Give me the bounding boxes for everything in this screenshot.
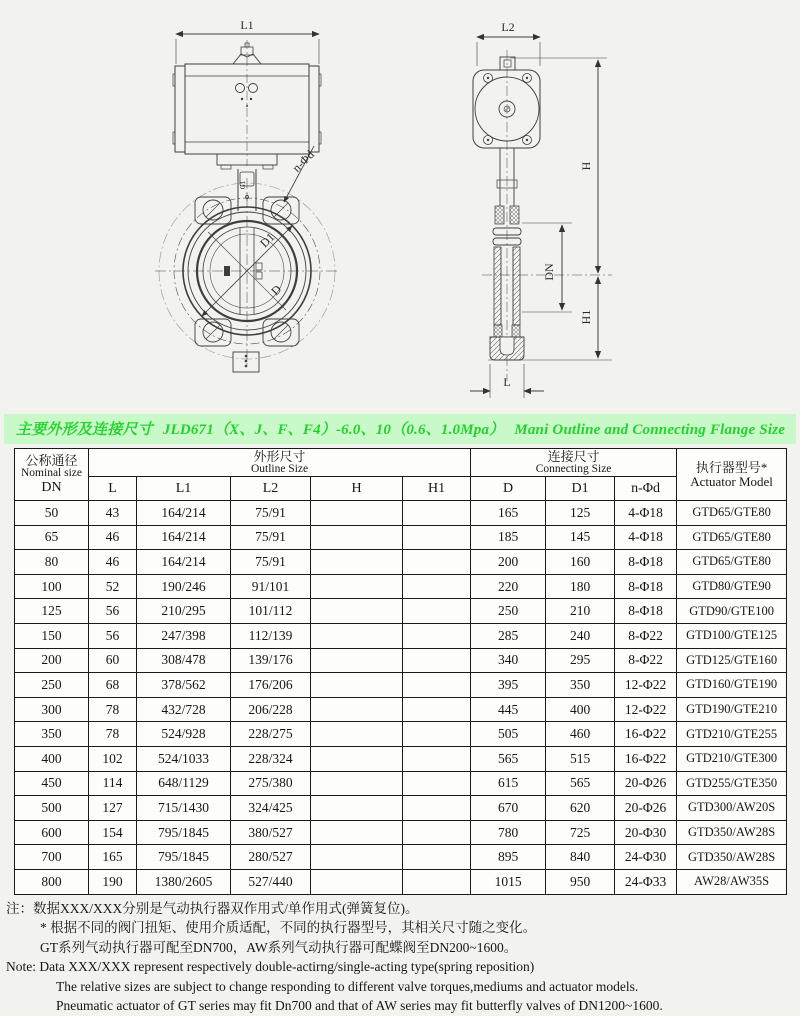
cell-l2: 206/228	[231, 697, 311, 722]
cell-l1: 164/214	[137, 525, 231, 550]
cell-n-phi-d: 8-Φ18	[615, 550, 677, 575]
header-nominal-size-cn: 公称通径	[25, 452, 78, 468]
cell-l1: 795/1845	[137, 820, 231, 845]
cell-h1	[403, 746, 471, 771]
cell-h1	[403, 574, 471, 599]
cell-l2: 75/91	[231, 550, 311, 575]
cell-d: 285	[471, 623, 546, 648]
cell-l1: 524/1033	[137, 746, 231, 771]
header-dn-code: DN	[41, 479, 62, 495]
section-title-en: Mani Outline and Connecting Flange Size	[514, 422, 786, 438]
cell-h1	[403, 722, 471, 747]
header-connecting-size-en: Connecting Size	[535, 463, 612, 476]
cell-n-phi-d: 20-Φ30	[615, 820, 677, 845]
note-line-cn-1: 注：数据XXX/XXX分别是气动执行器双作用式/单作用式(弹簧复位)。	[6, 900, 419, 916]
cell-d: 895	[471, 845, 546, 870]
cell-l: 154	[89, 820, 137, 845]
header-actuator-model-cn: 执行器型号*	[695, 459, 768, 475]
cell-h	[311, 648, 403, 673]
note-line-cn-2: * 根据不同的阀门扭矩、使用介质适配，不同的执行器型号，其相关尺寸随之变化。	[40, 920, 537, 936]
cell-l2: 176/206	[231, 673, 311, 698]
cell-l1: 795/1845	[137, 845, 231, 870]
header-connecting-size	[471, 449, 677, 477]
cell-dn: 125	[15, 599, 89, 624]
cell-l2: 380/527	[231, 820, 311, 845]
cell-actuator-model: GTD210/GTE255	[677, 722, 787, 747]
cell-l1: 524/928	[137, 722, 231, 747]
cell-h1	[403, 796, 471, 821]
table-row	[15, 501, 787, 526]
cell-h1	[403, 599, 471, 624]
cell-dn: 65	[15, 525, 89, 550]
cell-d1: 400	[546, 697, 615, 722]
cell-h	[311, 869, 403, 894]
cell-l2: 112/139	[231, 623, 311, 648]
table-row	[15, 820, 787, 845]
cell-l1: 648/1129	[137, 771, 231, 796]
cell-actuator-model: GTD210/GTE300	[677, 746, 787, 771]
dim-label-d: D	[268, 282, 285, 299]
cell-h	[311, 697, 403, 722]
section-title-model: JLD671（X、J、F、F4）-6.0、10（0.6、1.0Mpa）	[162, 422, 505, 438]
cell-dn: 300	[15, 697, 89, 722]
cell-dn: 400	[15, 746, 89, 771]
cell-l2: 91/101	[231, 574, 311, 599]
cell-l1: 164/214	[137, 501, 231, 526]
dim-label-n-phi-d: n-Φd	[289, 147, 317, 175]
dim-label-g1: G1	[239, 180, 247, 190]
cell-h1	[403, 648, 471, 673]
cell-d1: 295	[546, 648, 615, 673]
cell-l: 78	[89, 722, 137, 747]
cell-l: 68	[89, 673, 137, 698]
cell-h	[311, 746, 403, 771]
cell-h1	[403, 771, 471, 796]
cell-l: 127	[89, 796, 137, 821]
header-outline-size	[89, 449, 471, 477]
cell-d: 220	[471, 574, 546, 599]
cell-actuator-model: GTD190/GTE210	[677, 697, 787, 722]
cell-l: 78	[89, 697, 137, 722]
table-row	[15, 525, 787, 550]
cell-actuator-model: GTD125/GTE160	[677, 648, 787, 673]
cell-d1: 620	[546, 796, 615, 821]
cell-l: 52	[89, 574, 137, 599]
cell-actuator-model: GTD300/AW20S	[677, 796, 787, 821]
cell-l: 56	[89, 599, 137, 624]
section-title-cn: 主要外形及连接尺寸	[16, 422, 153, 438]
table-row	[15, 845, 787, 870]
header-actuator-model-en: Actuator Model	[690, 473, 773, 489]
front-view-drawing	[110, 6, 440, 408]
cell-h	[311, 820, 403, 845]
cell-n-phi-d: 20-Φ26	[615, 796, 677, 821]
cell-n-phi-d: 16-Φ22	[615, 746, 677, 771]
section-title	[4, 414, 796, 444]
cell-l: 165	[89, 845, 137, 870]
dim-label-l1: L1	[240, 18, 254, 32]
header-col-l: L	[89, 477, 137, 501]
table-row	[15, 722, 787, 747]
table-row	[15, 599, 787, 624]
cell-dn: 450	[15, 771, 89, 796]
cell-dn: 150	[15, 623, 89, 648]
cell-h	[311, 673, 403, 698]
cell-l: 102	[89, 746, 137, 771]
cell-n-phi-d: 8-Φ22	[615, 648, 677, 673]
cell-l2: 101/112	[231, 599, 311, 624]
cell-h	[311, 771, 403, 796]
cell-n-phi-d: 4-Φ18	[615, 501, 677, 526]
table-row	[15, 673, 787, 698]
cell-dn: 700	[15, 845, 89, 870]
cell-d1: 240	[546, 623, 615, 648]
cell-dn: 100	[15, 574, 89, 599]
cell-n-phi-d: 12-Φ22	[615, 673, 677, 698]
cell-d: 1015	[471, 869, 546, 894]
cell-dn: 80	[15, 550, 89, 575]
cell-l: 46	[89, 550, 137, 575]
cell-l: 46	[89, 525, 137, 550]
cell-actuator-model: GTD90/GTE100	[677, 599, 787, 624]
cell-l1: 378/562	[137, 673, 231, 698]
cell-actuator-model: GTD65/GTE80	[677, 550, 787, 575]
cell-d: 615	[471, 771, 546, 796]
cell-h	[311, 845, 403, 870]
cell-dn: 600	[15, 820, 89, 845]
cell-h1	[403, 820, 471, 845]
cell-actuator-model: GTD350/AW28S	[677, 845, 787, 870]
header-col-d1: D1	[546, 477, 615, 501]
table-row	[15, 746, 787, 771]
dim-label-d1: D1	[257, 230, 278, 251]
cell-d: 565	[471, 746, 546, 771]
dimension-table	[14, 448, 787, 895]
header-col-n-phi-d: n-Φd	[615, 477, 677, 501]
front-view-geometry	[155, 34, 339, 372]
cell-n-phi-d: 12-Φ22	[615, 697, 677, 722]
header-nominal-size-en: Nominal size	[21, 467, 82, 480]
cell-h	[311, 623, 403, 648]
cell-h	[311, 501, 403, 526]
header-col-d: D	[471, 477, 546, 501]
cell-d1: 160	[546, 550, 615, 575]
cell-l1: 1380/2605	[137, 869, 231, 894]
cell-n-phi-d: 8-Φ18	[615, 599, 677, 624]
cell-dn: 500	[15, 796, 89, 821]
cell-l2: 228/275	[231, 722, 311, 747]
cell-n-phi-d: 16-Φ22	[615, 722, 677, 747]
cell-h	[311, 722, 403, 747]
cell-h	[311, 525, 403, 550]
cell-d1: 460	[546, 722, 615, 747]
header-connecting-size-cn: 连接尺寸	[547, 448, 600, 464]
cell-l: 60	[89, 648, 137, 673]
cell-dn: 800	[15, 869, 89, 894]
cell-dn: 250	[15, 673, 89, 698]
cell-d1: 145	[546, 525, 615, 550]
cell-l: 190	[89, 869, 137, 894]
header-col-h: H	[311, 477, 403, 501]
side-view-geometry	[470, 37, 612, 398]
cell-d1: 125	[546, 501, 615, 526]
cell-l1: 432/728	[137, 697, 231, 722]
cell-h1	[403, 623, 471, 648]
table-row	[15, 771, 787, 796]
cell-d: 165	[471, 501, 546, 526]
dim-label-l2: L2	[501, 20, 515, 34]
dim-label-h1: H1	[579, 309, 593, 325]
header-outline-size-cn: 外形尺寸	[253, 448, 306, 464]
cell-actuator-model: GTD65/GTE80	[677, 525, 787, 550]
header-nominal-size	[15, 449, 89, 501]
header-outline-size-en: Outline Size	[250, 463, 309, 476]
dim-label-l: L	[503, 375, 511, 389]
cell-h	[311, 574, 403, 599]
cell-d: 185	[471, 525, 546, 550]
cell-d1: 725	[546, 820, 615, 845]
cell-d1: 180	[546, 574, 615, 599]
dim-label-h: H	[579, 161, 593, 171]
note-line-cn-3: GT系列气动执行器可配至DN700，AW系列气动执行器可配蝶阀至DN200~1600。	[40, 939, 518, 955]
table-row	[15, 697, 787, 722]
table-body	[15, 501, 787, 895]
cell-l2: 275/380	[231, 771, 311, 796]
cell-d: 395	[471, 673, 546, 698]
cell-h1	[403, 525, 471, 550]
notes-section	[6, 899, 800, 1016]
cell-d: 670	[471, 796, 546, 821]
table-row	[15, 550, 787, 575]
header-col-h1: H1	[403, 477, 471, 501]
cell-h1	[403, 501, 471, 526]
dim-label-dn: DN	[542, 263, 556, 281]
table-row	[15, 623, 787, 648]
cell-d: 340	[471, 648, 546, 673]
cell-n-phi-d: 8-Φ22	[615, 623, 677, 648]
cell-l: 114	[89, 771, 137, 796]
cell-n-phi-d: 8-Φ18	[615, 574, 677, 599]
table-row	[15, 869, 787, 894]
cell-l2: 228/324	[231, 746, 311, 771]
cell-h1	[403, 550, 471, 575]
note-line-en-3: Pneumatic actuator of GT series may fit Dn700 and that of AW series may fit butterfly valves of DN1200~1600.	[56, 998, 663, 1014]
cell-dn: 350	[15, 722, 89, 747]
cell-l1: 164/214	[137, 550, 231, 575]
cell-l1: 190/246	[137, 574, 231, 599]
cell-d: 445	[471, 697, 546, 722]
table-row	[15, 574, 787, 599]
cell-d1: 565	[546, 771, 615, 796]
cell-d1: 210	[546, 599, 615, 624]
cell-l2: 280/527	[231, 845, 311, 870]
cell-n-phi-d: 4-Φ18	[615, 525, 677, 550]
cell-actuator-model: GTD255/GTE350	[677, 771, 787, 796]
side-view-drawing	[438, 6, 768, 408]
note-line-en-2: The relative sizes are subject to change responding to different valve torques,mediums and actuator models.	[56, 978, 639, 994]
header-col-l1: L1	[137, 477, 231, 501]
cell-d: 250	[471, 599, 546, 624]
cell-l1: 210/295	[137, 599, 231, 624]
cell-d1: 950	[546, 869, 615, 894]
cell-d: 780	[471, 820, 546, 845]
cell-h	[311, 599, 403, 624]
cell-h1	[403, 697, 471, 722]
note-line-en-1: Note: Data XXX/XXX represent respectively double-actirng/single-acting type(spring reposition)	[6, 959, 535, 975]
cell-l1: 715/1430	[137, 796, 231, 821]
cell-actuator-model: GTD80/GTE90	[677, 574, 787, 599]
cell-d1: 350	[546, 673, 615, 698]
table-row	[15, 648, 787, 673]
cell-d: 200	[471, 550, 546, 575]
cell-actuator-model: GTD160/GTE190	[677, 673, 787, 698]
cell-h1	[403, 869, 471, 894]
table-row	[15, 796, 787, 821]
cell-actuator-model: GTD100/GTE125	[677, 623, 787, 648]
cell-l2: 75/91	[231, 501, 311, 526]
cell-l1: 247/398	[137, 623, 231, 648]
cell-dn: 50	[15, 501, 89, 526]
cell-l: 43	[89, 501, 137, 526]
technical-drawings	[0, 0, 800, 412]
cell-n-phi-d: 24-Φ33	[615, 869, 677, 894]
cell-h	[311, 796, 403, 821]
cell-d: 505	[471, 722, 546, 747]
cell-n-phi-d: 24-Φ30	[615, 845, 677, 870]
header-actuator-model	[677, 449, 787, 501]
cell-d1: 515	[546, 746, 615, 771]
cell-l: 56	[89, 623, 137, 648]
cell-dn: 200	[15, 648, 89, 673]
cell-l2: 139/176	[231, 648, 311, 673]
cell-l1: 308/478	[137, 648, 231, 673]
cell-h1	[403, 845, 471, 870]
cell-l2: 527/440	[231, 869, 311, 894]
cell-actuator-model: GTD65/GTE80	[677, 501, 787, 526]
cell-l2: 75/91	[231, 525, 311, 550]
cell-h1	[403, 673, 471, 698]
cell-d1: 840	[546, 845, 615, 870]
cell-actuator-model: GTD350/AW28S	[677, 820, 787, 845]
cell-n-phi-d: 20-Φ26	[615, 771, 677, 796]
cell-h	[311, 550, 403, 575]
header-col-l2: L2	[231, 477, 311, 501]
cell-actuator-model: AW28/AW35S	[677, 869, 787, 894]
cell-l2: 324/425	[231, 796, 311, 821]
